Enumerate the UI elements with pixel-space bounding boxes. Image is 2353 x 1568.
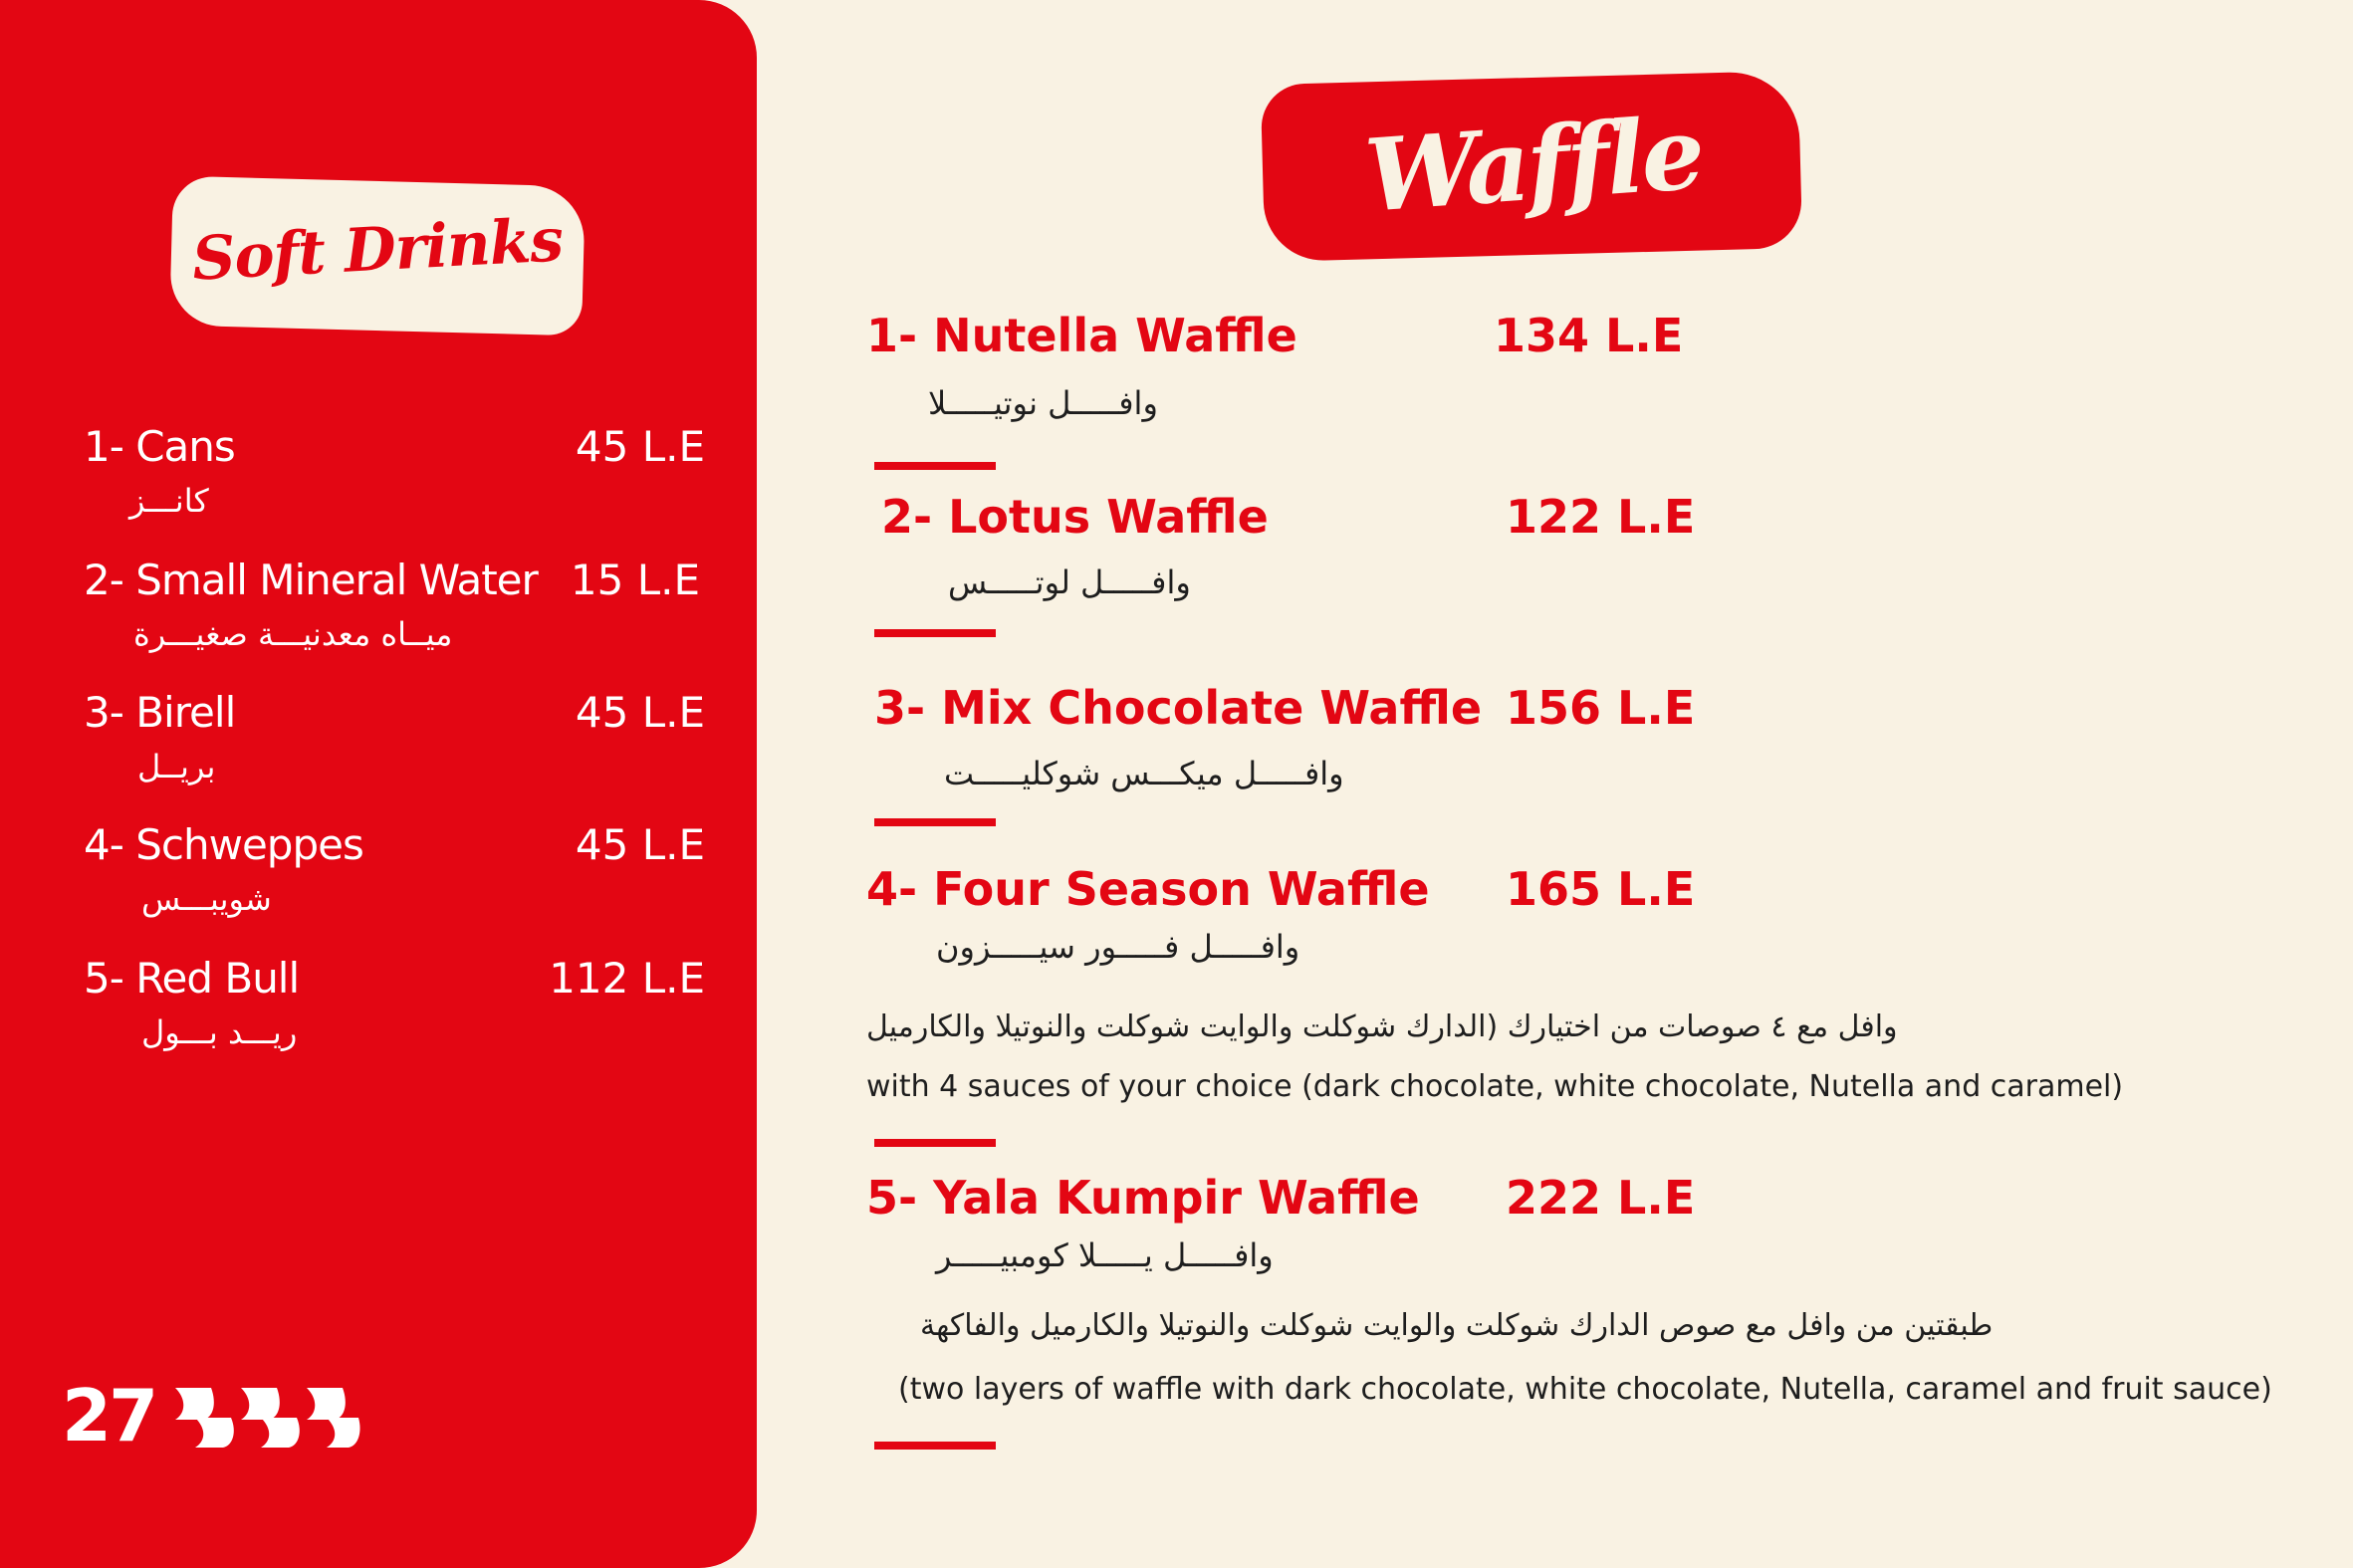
drink-price: 15 L.E	[570, 556, 700, 604]
waffle-name: 3- Mix Chocolate Waffle	[874, 681, 1483, 735]
waffle-name-arabic: وافـــــل فـــــور سيـــــزون	[936, 928, 1300, 966]
waffle-price: 122 L.E	[1506, 490, 1696, 544]
item-divider	[874, 1139, 996, 1147]
drink-name-arabic: شويبـــس	[141, 880, 272, 918]
item-divider	[874, 818, 996, 826]
drink-price: 45 L.E	[575, 422, 705, 471]
drink-name: 2- Small Mineral Water	[84, 556, 538, 604]
item-divider	[874, 1442, 996, 1450]
waffle-price: 222 L.E	[1506, 1171, 1696, 1225]
drink-price: 112 L.E	[549, 954, 705, 1003]
drink-name: 4- Schweppes	[84, 820, 363, 869]
waffle-name: 4- Four Season Waffle	[866, 862, 1430, 916]
waffle-description: with 4 sauces of your choice (dark chocolate, white chocolate, Nutella and caramel)	[866, 1069, 2124, 1104]
drink-name: 1- Cans	[84, 422, 235, 471]
drink-name-arabic: بريــل	[137, 748, 216, 785]
waffle-description: (two layers of waffle with dark chocolate, white chocolate, Nutella, caramel and fruit sauce)	[898, 1372, 2272, 1407]
waffle-name-arabic: وافـــــل ميكـــس شوكليـــــت	[944, 755, 1344, 792]
waffle-name: 2- Lotus Waffle	[881, 490, 1269, 544]
drink-name-arabic: كانـــز	[129, 482, 209, 520]
checkered-flag-icon	[173, 1384, 362, 1450]
item-divider	[874, 462, 996, 470]
waffle-price: 156 L.E	[1506, 681, 1696, 735]
waffle-name-arabic: وافـــــل لوتـــــس	[948, 563, 1191, 601]
waffle-price: 165 L.E	[1506, 862, 1696, 916]
drink-price: 45 L.E	[575, 688, 705, 737]
waffle-price: 134 L.E	[1494, 309, 1684, 362]
waffle-description-arabic: طبقتين من وافل مع صوص الدارك شوكلت والوايت شوكلت والنوتيلا والكارميل والفاكهة	[920, 1308, 1994, 1343]
brand-number: 27	[62, 1374, 156, 1457]
drink-name: 3- Birell	[84, 688, 236, 737]
drink-name-arabic: ميــاه معدنيـــة صغيـــرة	[133, 615, 453, 653]
waffle-name: 1- Nutella Waffle	[866, 309, 1297, 362]
waffle-name-arabic: وافـــــل نوتيـــــلا	[928, 384, 1158, 422]
waffle-name: 5- Yala Kumpir Waffle	[866, 1171, 1420, 1225]
waffle-name-arabic: وافـــــل يـــــلا كومبيـــــر	[936, 1236, 1274, 1274]
drink-price: 45 L.E	[575, 820, 705, 869]
soft-drinks-title: Soft Drinks	[190, 205, 565, 295]
waffle-description-arabic: وافل مع ٤ صوصات من اختيارك (الدارك شوكلت والوايت شوكلت والنوتيلا والكارميل	[866, 1009, 1898, 1044]
item-divider	[874, 629, 996, 637]
drink-name: 5- Red Bull	[84, 954, 300, 1003]
waffle-title: Waffle	[1361, 94, 1706, 235]
drink-name-arabic: ريـــد بـــول	[141, 1013, 298, 1051]
